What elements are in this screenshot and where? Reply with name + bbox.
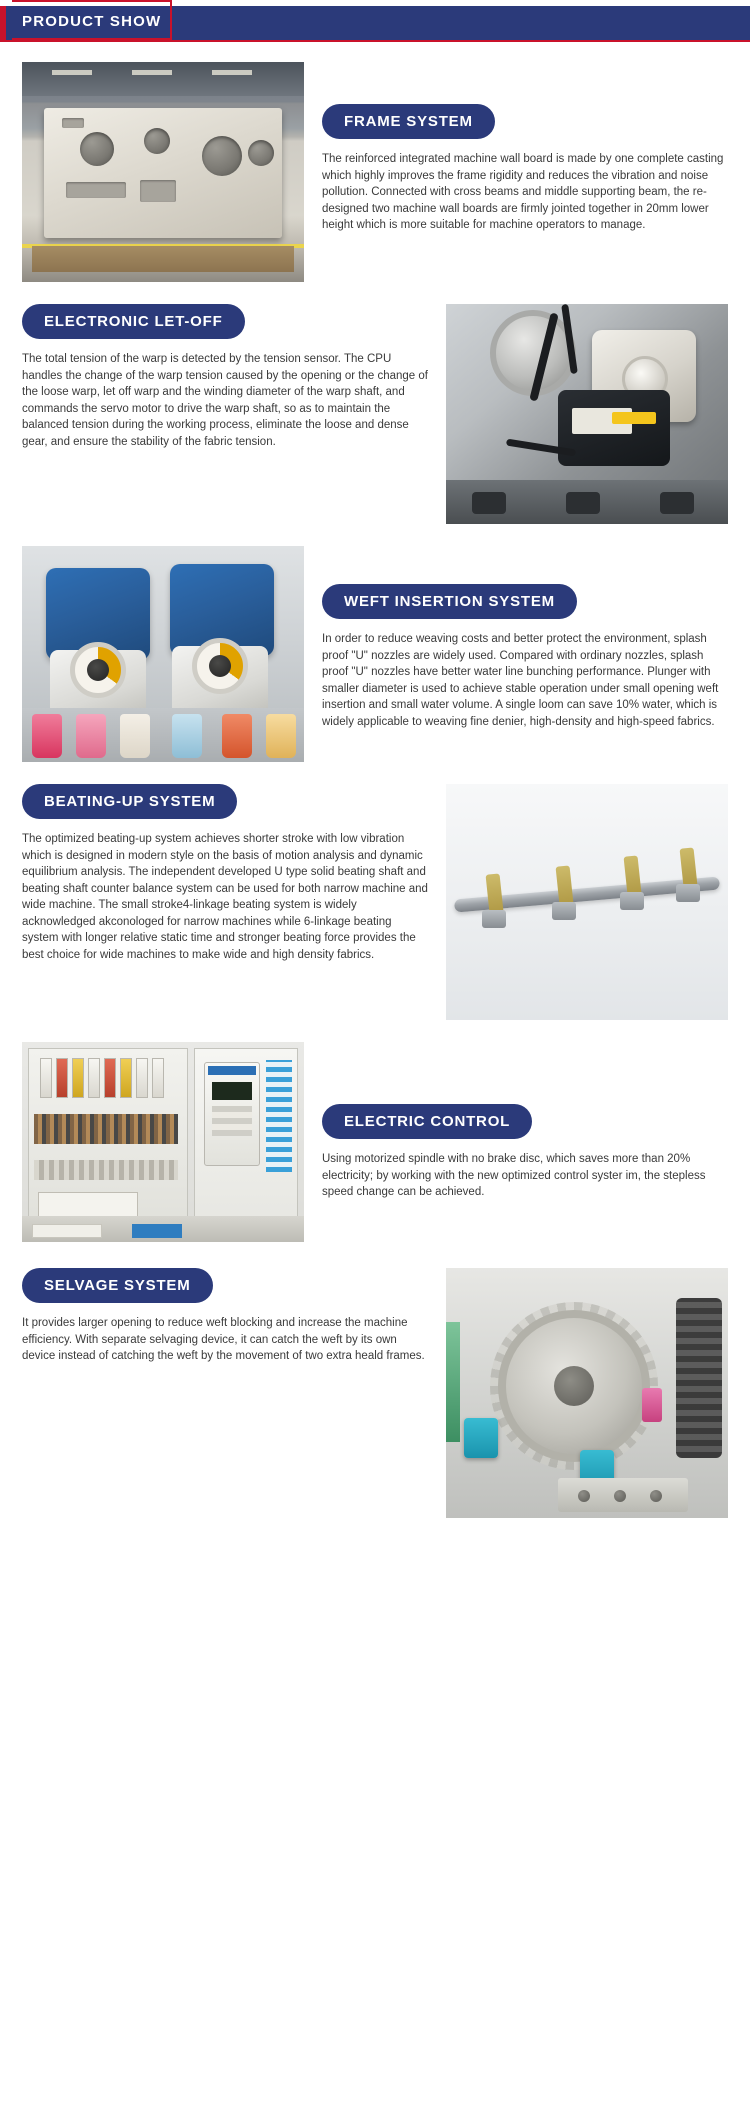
section-text-weft-insertion-system: In order to reduce weaving costs and better protect the environment, splash proof "U" nozzles are widely used. Compared with ordinary nozzles, splash proof "U" nozzles have better water line bunching performance. Plunger with smaller diameter is used to achieve stable operation under small opening weft insertion and small water volume. A single loom can save 10% water, which is widely applicable to weaving fine denier, high-density and high-speed fabrics. [322, 633, 719, 728]
header-underline [0, 40, 750, 42]
section-text-frame-system: The reinforced integrated machine wall board is made by one complete casting which highly improves the frame rigidity and reduces the vibration and noise pollution. Connected with cross beams and middle supporting beam, the re-designed two machine wall boards are firmly jointed together in 20mm lower height which is more suitable for machine operators to manage. [322, 153, 724, 231]
section-selvage-system [0, 1268, 750, 1518]
header-accent-bar [0, 6, 6, 40]
section-frame-system [0, 62, 750, 282]
page-header [0, 0, 750, 44]
section-badge-selvage-system: SELVAGE SYSTEM [22, 1268, 213, 1303]
section-badge-weft-insertion-system: WEFT INSERTION SYSTEM [322, 584, 577, 619]
let-off-servo-motor-photo [446, 304, 728, 524]
section-badge-frame-system: FRAME SYSTEM [322, 104, 495, 139]
page-title: PRODUCT SHOW [22, 13, 162, 30]
section-text-electronic-let-off: The total tension of the warp is detected by the tension sensor. The CPU handles the change of the warp tension caused by the opening or the change of the loose warp, let off warp and the winding diameter of the warp shaft, and commands the servo motor to drive the warp shaft, so as to maintain the balanced tension during the working process, eliminate the loose and dense gear, and ensure the stability of the fabric tension. [22, 353, 428, 448]
section-beating-up-system [0, 784, 750, 1020]
section-text-electric-control: Using motorized spindle with no brake disc, which saves more than 20% electricity; by working with the new optimized control syster im, the stepless speed change can be achieved. [322, 1153, 706, 1198]
section-badge-electronic-let-off: ELECTRONIC LET-OFF [22, 304, 245, 339]
machine-wall-board-photo [22, 62, 304, 282]
section-badge-electric-control: ELECTRIC CONTROL [322, 1104, 532, 1139]
selvage-gear-mechanism-photo [446, 1268, 728, 1518]
section-weft-insertion-system [0, 546, 750, 762]
weft-insertion-nozzles-photo [22, 546, 304, 762]
beating-up-shaft-photo [446, 784, 728, 1020]
section-text-beating-up-system: The optimized beating-up system achieves shorter stroke with low vibration which is designed in modern style on the basis of motion analysis and dynamic equilibrium analysis. The independent developed U type solid beating shaft and beating shaft counter balance system can be used for both narrow machine and wide machine. The small stroke4-linkage beating system is widely acknowledged akconologed for narrow machines while 6-linkage beating system with longer relative static time and stronger beating force provides the best choice for wide machines to make wide and high density fabrics. [22, 833, 428, 961]
section-electric-control [0, 1042, 750, 1242]
section-text-selvage-system: It provides larger opening to reduce weft blocking and increase the machine efficiency. With separate selvaging device, it can catch the weft by its own device instead of catching the weft by the movement of two extra heald frames. [22, 1317, 425, 1362]
electric-control-cabinet-photo [22, 1042, 304, 1242]
section-badge-beating-up-system: BEATING-UP SYSTEM [22, 784, 237, 819]
section-electronic-let-off [0, 304, 750, 524]
